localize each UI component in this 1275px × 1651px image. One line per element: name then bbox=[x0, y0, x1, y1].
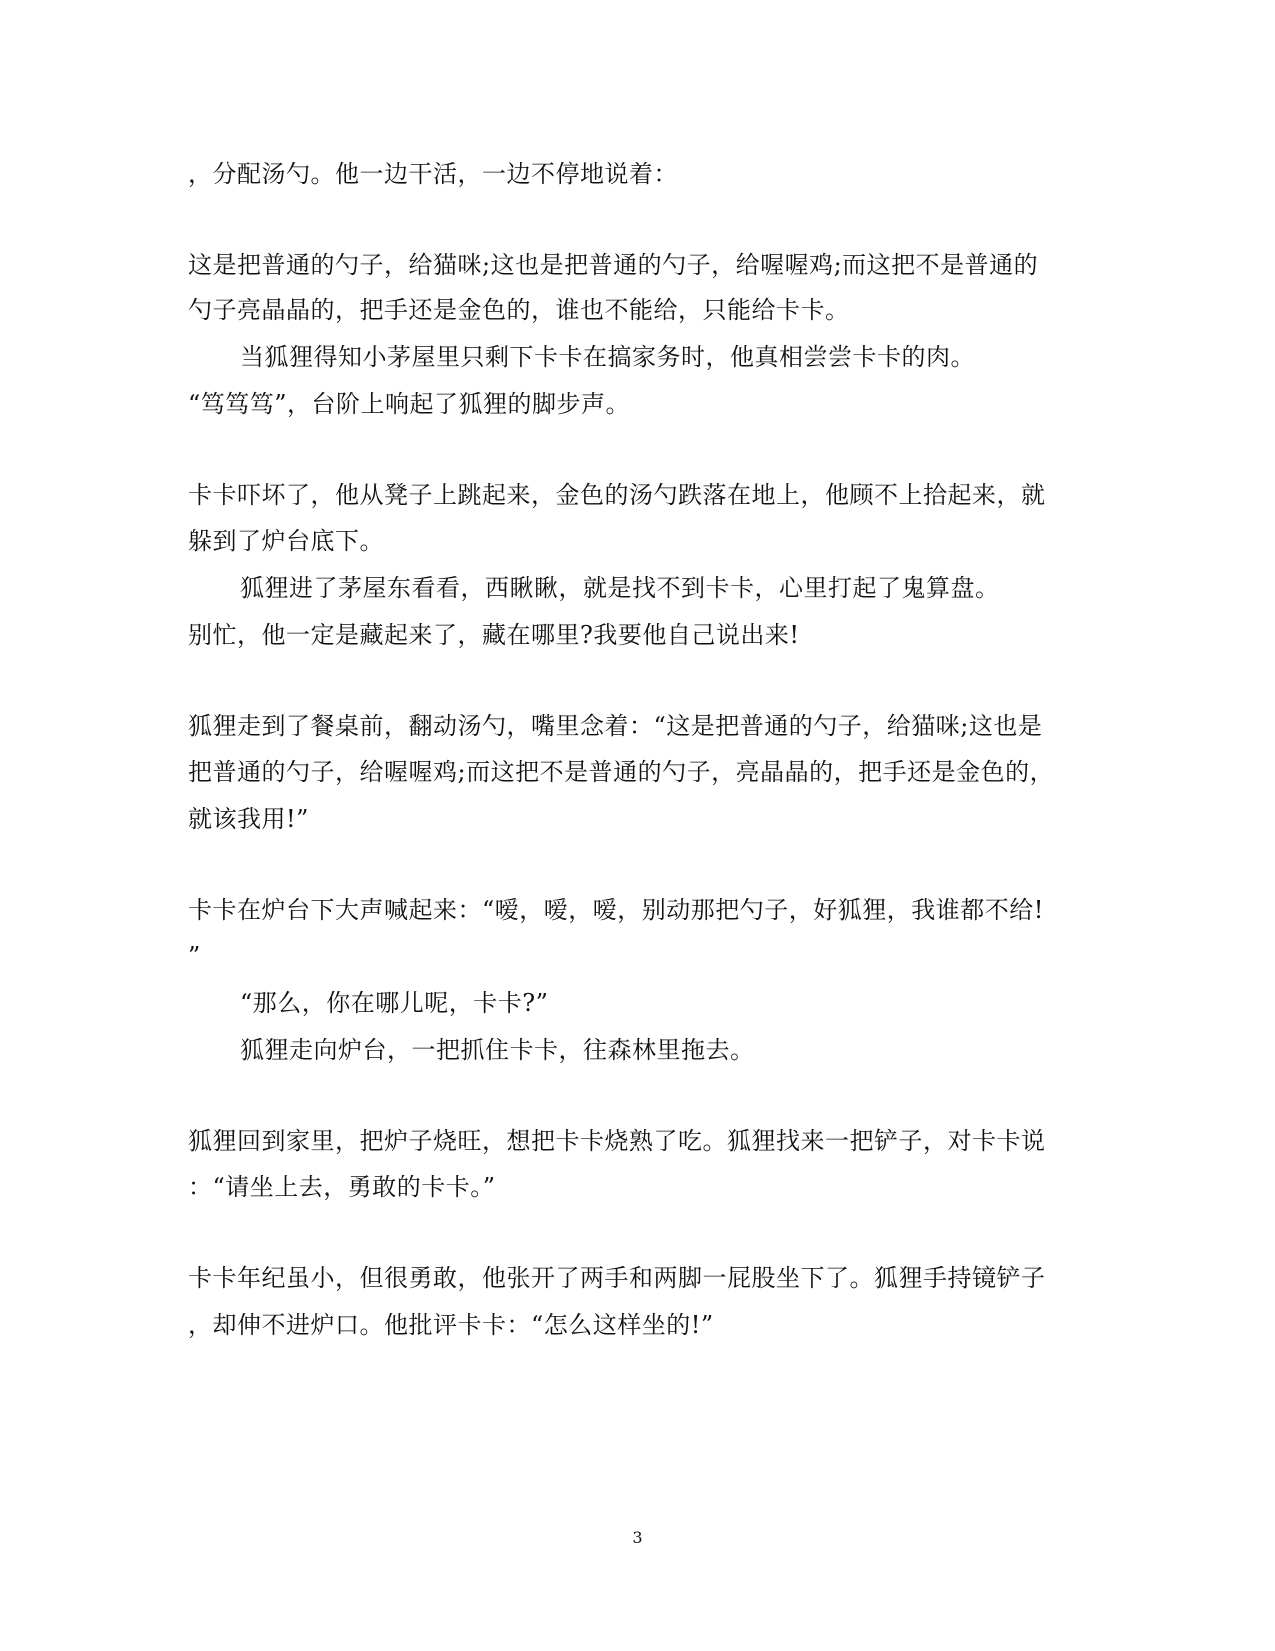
text-line: 勺子亮晶晶的，把手还是金色的，谁也不能给，只能给卡卡。 bbox=[188, 296, 850, 324]
text-line: “笃笃笃”，台阶上响起了狐狸的脚步声。 bbox=[188, 390, 631, 418]
text-line: ” bbox=[188, 942, 201, 970]
text-line: ，分配汤勺。他一边干活，一边不停地说着： bbox=[188, 160, 678, 188]
text-line: 狐狸进了茅屋东看看，西瞅瞅，就是找不到卡卡，心里打起了鬼算盘。 bbox=[240, 574, 1000, 602]
text-line: 当狐狸得知小茅屋里只剩下卡卡在搞家务时，他真相尝尝卡卡的肉。 bbox=[240, 343, 975, 371]
text-line: ，却伸不进炉口。他批评卡卡：“怎么这样坐的!” bbox=[188, 1311, 714, 1339]
text-line: 别忙，他一定是藏起来了，藏在哪里?我要他自己说出来! bbox=[188, 621, 800, 649]
text-line: 卡卡年纪虽小，但很勇敢，他张开了两手和两脚一屁股坐下了。狐狸手持镜铲子 bbox=[188, 1264, 1046, 1292]
text-line: ：“请坐上去，勇敢的卡卡。” bbox=[188, 1173, 496, 1201]
text-line: 这是把普通的勺子，给猫咪;这也是把普通的勺子，给喔喔鸡;而这把不是普通的 bbox=[188, 251, 1039, 279]
text-line: 躲到了炉台底下。 bbox=[188, 527, 384, 555]
text-line: 狐狸走向炉台，一把抓住卡卡，往森林里拖去。 bbox=[240, 1036, 755, 1064]
text-line: 狐狸走到了餐桌前，翻动汤勺，嘴里念着：“这是把普通的勺子，给猫咪;这也是 bbox=[188, 712, 1043, 740]
text-line: 就该我用!” bbox=[188, 805, 309, 833]
page-number: 3 bbox=[632, 1528, 643, 1547]
text-line: 把普通的勺子，给喔喔鸡;而这把不是普通的勺子，亮晶晶的，把手还是金色的， bbox=[188, 758, 1055, 786]
text-line: 狐狸回到家里，把炉子烧旺，想把卡卡烧熟了吃。狐狸找来一把铲子，对卡卡说 bbox=[188, 1127, 1046, 1155]
text-line: “那么，你在哪儿呢，卡卡?” bbox=[240, 989, 549, 1017]
text-line: 卡卡吓坏了，他从凳子上跳起来，金色的汤勺跌落在地上，他顾不上拾起来，就 bbox=[188, 481, 1046, 509]
text-line: 卡卡在炉台下大声喊起来：“嗳，嗳，嗳，别动那把勺子，好狐狸，我谁都不给! bbox=[188, 896, 1044, 924]
